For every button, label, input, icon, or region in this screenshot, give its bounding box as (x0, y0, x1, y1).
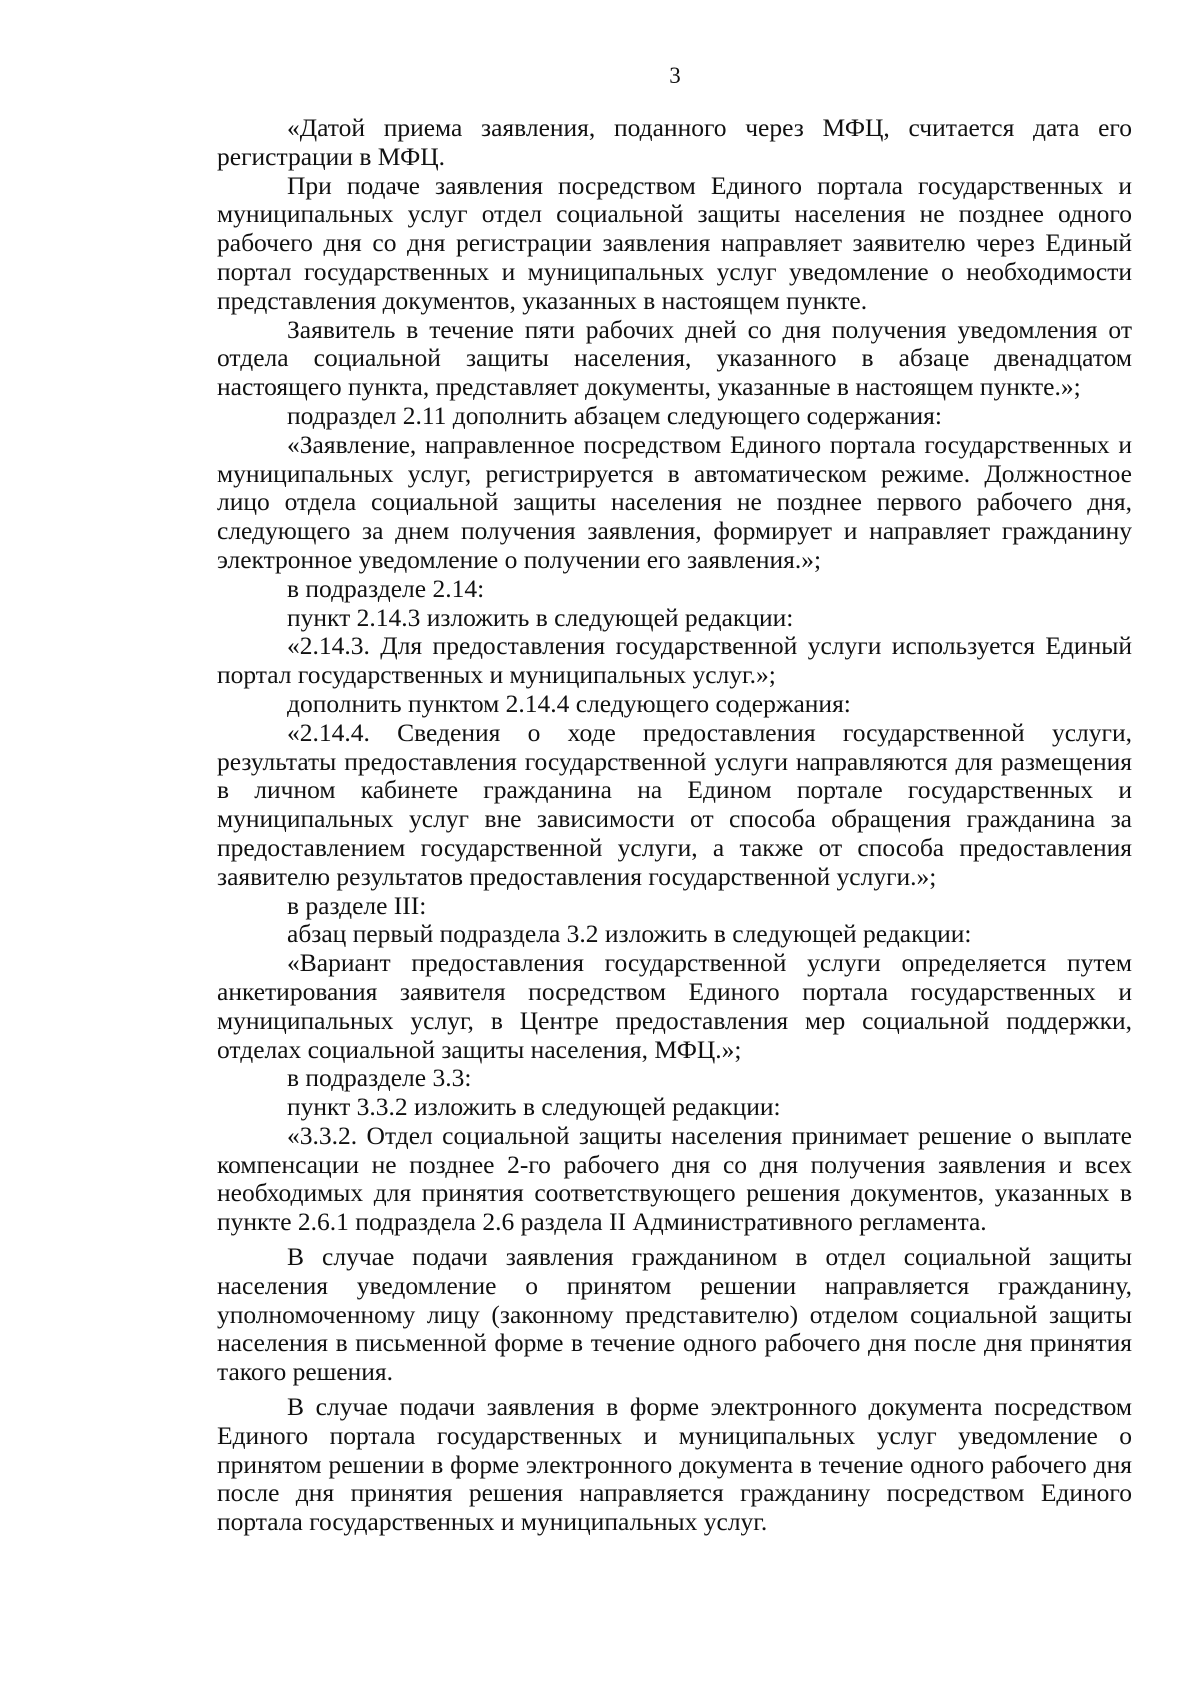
paragraph: «3.3.2. Отдел социальной защиты населения принимает решение о выплате компенсации не позднее 2-го рабочего дня со дня получения заявления и всех необходимых для принятия соответствующего решения документов, указанных в пункте 2.6.1 подраздела 2.6 раздела II Административного регламента. (217, 1120, 1132, 1237)
paragraph: пункт 3.3.2 изложить в следующей редакции: (287, 1092, 781, 1122)
document-body (217, 114, 1132, 1537)
paragraph: В случае подачи заявления в форме электронного документа посредством Единого портала государственных и муниципальных услуг уведомление о принятом решении в форме электронного документа в течение одного рабочего дня после дня принятия решения направляется гражданину посредством Единого портала государственных и муниципальных услуг. (217, 1392, 1132, 1537)
paragraph: в подразделе 2.14: (287, 573, 485, 603)
paragraph: В случае подачи заявления гражданином в отдел социальной защиты населения уведомление о принятом решении направляется гражданину, уполномоченному лицу (законному представителю) отделом социальной защиты населения в письменной форме в течение одного рабочего дня после дня принятия такого решения. (217, 1242, 1132, 1387)
paragraph: подраздел 2.11 дополнить абзацем следующего содержания: (287, 400, 942, 430)
paragraph: абзац первый подраздела 3.2 изложить в следующей редакции: (287, 919, 972, 949)
paragraph: пункт 2.14.3 изложить в следующей редакции: (287, 602, 794, 632)
paragraph: в подразделе 3.3: (287, 1063, 472, 1093)
paragraph: «2.14.3. Для предоставления государственной услуги используется Единый портал государственных и муниципальных услуг.»; (217, 631, 1132, 690)
paragraph: в разделе III: (287, 890, 427, 920)
paragraph: «Заявление, направленное посредством Единого портала государственных и муниципальных услуг, регистрируется в автоматическом режиме. Должностное лицо отдела социальной защиты населения не позднее первого рабочего дня, следующего за днем получения заявления, формирует и направляет гражданину электронное уведомление о получении его заявления.»; (217, 429, 1132, 574)
paragraph: «2.14.4. Сведения о ходе предоставления государственной услуги, результаты предоставления государственной услуги направляются для размещения в личном кабинете гражданина на Едином портале государственных и муниципальных услуг вне зависимости от способа обращения гражданина за предоставлением государственной услуги, а также от способа предоставления заявителю результатов предоставления государственной услуги.»; (217, 717, 1132, 891)
paragraph: При подаче заявления посредством Единого портала государственных и муниципальных услуг отдел социальной защиты населения не позднее одного рабочего дня со дня регистрации заявления направляет заявителю через Единый портал государственных и муниципальных услуг уведомление о необходимости представления документов, указанных в настоящем пункте. (217, 170, 1132, 315)
page-number: 3 (669, 63, 681, 88)
paragraph: Заявитель в течение пяти рабочих дней со дня получения уведомления от отдела социальной защиты населения, указанного в абзаце двенадцатом настоящего пункта, представляет документы, указанные в настоящем пункте.»; (217, 314, 1132, 402)
paragraph: «Вариант предоставления государственной услуги определяется путем анкетирования заявителя посредством Единого портала государственных и муниципальных услуг, в Центре предоставления мер социальной поддержки, отделах социальной защиты населения, МФЦ.»; (217, 948, 1132, 1064)
paragraph: дополнить пунктом 2.14.4 следующего содержания: (287, 688, 851, 718)
paragraph: «Датой приема заявления, поданного через МФЦ, считается дата его регистрации в МФЦ. (217, 113, 1132, 171)
